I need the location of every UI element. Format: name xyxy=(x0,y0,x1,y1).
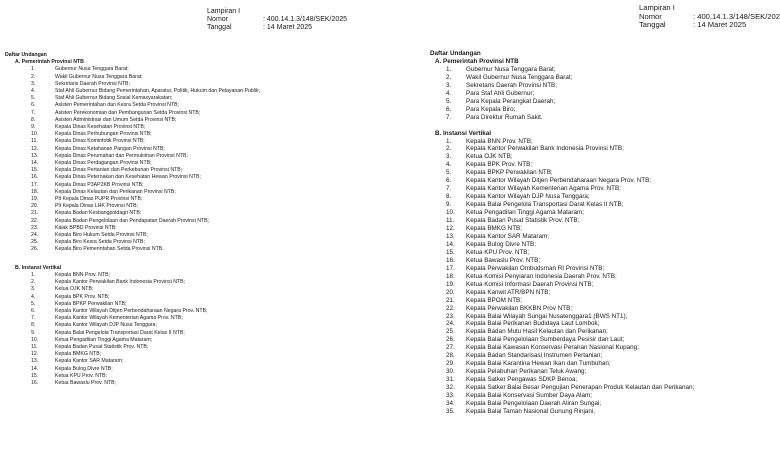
list-item xyxy=(5,286,260,293)
list-item-text: Kepala Pelabuhan Perikanan Teluk Awang; xyxy=(466,368,587,376)
list-item-number: 16. xyxy=(31,174,39,181)
list-item-text: Kepala BMKG NTB; xyxy=(466,225,522,233)
list-item xyxy=(5,81,260,88)
list-item-number: 24. xyxy=(31,232,39,239)
lampiran-header xyxy=(207,8,347,32)
list-item-text: Para Kepala Biro; xyxy=(466,105,516,113)
section-title: B. Instansi Vertikal xyxy=(15,264,62,271)
list-item-number: 7. xyxy=(31,315,36,322)
list-item-text: Kepala Kantor Wilayah Ditjen Perbendaharaan Negara Prov. NTB; xyxy=(466,177,652,185)
list-item-text: Kepala Badan Pusat Statistik Prov. NTB; xyxy=(55,343,149,350)
list-item xyxy=(430,281,694,289)
list-item-number: 9. xyxy=(31,329,36,336)
list-item-number: 14. xyxy=(31,365,39,372)
tanggal-row xyxy=(207,24,347,32)
list-item-number: 9. xyxy=(31,124,36,131)
list-item xyxy=(5,182,260,189)
list-item-text: Gubernur Nusa Tenggara Barat; xyxy=(466,65,556,73)
list-item-number: 3. xyxy=(31,80,36,87)
tanggal-label: Tanggal xyxy=(639,20,666,30)
list-item-number: 4. xyxy=(446,89,452,97)
list-item-number: 8. xyxy=(31,322,36,329)
list-item-number: 6. xyxy=(31,307,36,314)
list-item-text: Staf Ahli Gubernur Bidang Pemerintahan, Aparatur, Politik, Hukum dan Pelayanan Publik; xyxy=(55,88,261,95)
list-item-number: 13. xyxy=(446,232,455,240)
list-item-text: Kepala BNN Prov. NTB; xyxy=(55,271,110,278)
list-item xyxy=(5,218,260,225)
list-item-text: Kepala Badan Mutu Hasil Kelautan dan Perikanan; xyxy=(466,328,608,336)
list-item xyxy=(430,145,694,153)
section-title: A. Pemerintah Provinsi NTB xyxy=(15,59,84,66)
list-item xyxy=(5,66,260,73)
list-item-text: Asisten Perekonomian dan Pembangunan Setda Provinsi NTB; xyxy=(55,109,201,116)
list-item xyxy=(430,74,694,82)
list-item xyxy=(5,344,260,351)
list-item xyxy=(430,106,694,114)
list-item xyxy=(5,131,260,138)
list-item-number: 3. xyxy=(31,286,36,293)
list-item-text: Kepala Biro Pemerintahan Setda Provinsi NTB. xyxy=(55,246,164,253)
nomor-value: : 400.14.1.3/148/SEK/202 xyxy=(693,11,780,21)
list-item-number: 13. xyxy=(31,358,39,365)
list-item xyxy=(430,225,694,233)
list-item-number: 20. xyxy=(446,288,455,296)
list-item-number: 30. xyxy=(446,368,455,376)
list-item xyxy=(430,289,694,297)
list-item-text: Kepala Perwakilan Ombudsman RI Provinsi NTB; xyxy=(466,264,605,272)
list-item-number: 24. xyxy=(446,320,455,328)
list-item-text: Kepala Bulog Divre NTB; xyxy=(466,240,536,248)
list-item-text: Kepala Badan Pengelolaan dan Pendapatan Daerah Provinsi NTB; xyxy=(55,217,210,224)
list-item-number: 6. xyxy=(446,177,452,185)
list-item-number: 17. xyxy=(446,264,455,272)
list-item-text: Sekretaris Daerah Provinsi NTB; xyxy=(55,80,130,87)
list-item-text: Wakil Gubernur Nusa Tenggara Barat; xyxy=(466,73,573,81)
list-item-number: 15. xyxy=(31,167,39,174)
list-item-text: Kepala Balai Perikanan Budidaya Laut Lombok; xyxy=(466,320,600,328)
list-item-number: 19. xyxy=(446,280,455,288)
list-item-number: 20. xyxy=(31,203,39,210)
list-item xyxy=(430,320,694,328)
list-item-number: 14. xyxy=(446,240,455,248)
list-item-number: 5. xyxy=(31,95,36,102)
list-item xyxy=(5,308,260,315)
list-item-number: 2. xyxy=(31,279,36,286)
list-item-number: 14. xyxy=(31,160,39,167)
list-item-number: 7. xyxy=(446,113,452,121)
list-item-number: 8. xyxy=(446,193,452,201)
tanggal-row xyxy=(639,21,780,30)
list-item-text: Kepala Badan Standarisasi Instrumen Pertanian; xyxy=(466,352,603,360)
list-item-number: 5. xyxy=(446,169,452,177)
list-item-number: 3. xyxy=(446,81,452,89)
list-item-number: 6. xyxy=(31,102,36,109)
list-item-number: 23. xyxy=(446,312,455,320)
list-item-text: Staf Ahli Gubernur Bidang Sosial Kemasyarakatan; xyxy=(55,95,173,102)
list-item-text: Asisten Pemerintahan dan Kesra Setda Provinsi NTB; xyxy=(55,102,179,109)
list-item-text: Ketua KPU Prov. NTB; xyxy=(466,248,530,256)
list-item-number: 12. xyxy=(31,351,39,358)
list-item-number: 11. xyxy=(446,217,455,225)
list-item-text: Kepala BPK Prov. NTB; xyxy=(55,293,110,300)
document-page-right xyxy=(392,0,780,470)
list-item-text: Kepala BPKP Perwakilan NTB; xyxy=(55,300,127,307)
tanggal-value: : 14 Maret 2025 xyxy=(693,20,747,30)
sections-container xyxy=(5,59,260,387)
list-item-text: Kepala Dinas P3AP2KB Provinsi NTB; xyxy=(55,181,144,188)
list-item xyxy=(430,201,694,209)
list-item xyxy=(430,265,694,273)
list-item-text: Kepala BPKP Perwakilan NTB; xyxy=(466,169,553,177)
list-item-number: 11. xyxy=(31,343,38,350)
list-item-number: 8. xyxy=(31,116,36,123)
list-item-text: Plt Kepala Dinas LHK Provinsi NTB; xyxy=(55,203,139,210)
list-item-number: 10. xyxy=(31,131,39,138)
list-item xyxy=(5,88,260,95)
list-item xyxy=(5,95,260,102)
list-item-text: Kepala Satker Pengawas SDKP Benoa; xyxy=(466,376,578,384)
list-item-number: 15. xyxy=(446,248,455,256)
list-item-text: Kepala Dinas Perhubungan Provinsi NTB; xyxy=(55,131,152,138)
list-item-text: Kepala Balai Pengelola Transportasi Darat Kelas II NTB; xyxy=(466,201,624,209)
list-item xyxy=(5,117,260,124)
list-item-number: 6. xyxy=(446,105,452,113)
list-item-text: Kepala Balai Wilayah Sungai Nusatenggara1 (BWS NT1); xyxy=(466,312,628,320)
list-item-number: 21. xyxy=(31,210,39,217)
list-item-text: Kepala Biro Kesra Setda Provinsi NTB; xyxy=(55,239,145,246)
list-item-number: 23. xyxy=(31,224,39,231)
list-item-text: Kepala BNN Prov. NTB; xyxy=(466,137,533,145)
list-item xyxy=(430,241,694,249)
list-item-text: Gubernur Nusa Tenggara Barat; xyxy=(55,66,129,73)
invitation-list xyxy=(430,50,694,416)
section-list xyxy=(430,66,694,122)
tanggal-value: : 14 Maret 2025 xyxy=(263,24,313,31)
section-title: A. Pemerintah Provinsi NTB xyxy=(435,57,519,65)
list-item xyxy=(430,392,694,400)
list-item xyxy=(5,315,260,322)
list-item xyxy=(430,193,694,201)
list-item-number: 1. xyxy=(446,65,452,73)
list-item xyxy=(430,376,694,384)
list-item-number: 5. xyxy=(446,97,452,105)
section-title: B. Instansi Vertikal xyxy=(435,129,491,137)
list-item-text: Kepala Balai Karantina Hewan Ikan dan Tumbuhan; xyxy=(466,360,611,368)
list-item-number: 29. xyxy=(446,360,455,368)
lampiran-title: Lampiran I xyxy=(639,3,675,12)
list-item-number: 34. xyxy=(446,399,455,407)
list-item-number: 10. xyxy=(446,209,455,217)
list-item xyxy=(430,138,694,146)
list-item-text: Kepala Balai Pengelolaan Daerah Aliran Sungai; xyxy=(466,399,602,407)
section-list xyxy=(5,66,260,253)
list-item xyxy=(5,380,260,387)
list-item xyxy=(5,174,260,181)
list-item-text: Kepala Badan Kesbangpoldagri NTB; xyxy=(55,210,142,217)
list-item xyxy=(430,408,694,416)
list-item xyxy=(5,189,260,196)
list-item-text: Kepala Kantor Wilayah Kementerian Agama Prov. NTB; xyxy=(466,185,621,193)
list-item-number: 12. xyxy=(446,225,455,233)
list-item xyxy=(430,297,694,305)
list-item-number: 9. xyxy=(446,201,452,209)
list-item xyxy=(430,400,694,408)
list-item-number: 16. xyxy=(446,256,455,264)
list-item-text: Kepala Balai Konservasi Sumber Daya Alam; xyxy=(466,392,593,400)
list-item-number: 1. xyxy=(31,271,36,278)
nomor-row xyxy=(207,16,347,24)
list-item xyxy=(430,82,694,90)
list-item-number: 26. xyxy=(31,246,39,253)
list-item xyxy=(430,98,694,106)
list-item-number: 26. xyxy=(446,336,455,344)
list-item-number: 31. xyxy=(446,376,455,384)
list-item-text: Kepala Kanwil ATR/BPN NTB; xyxy=(466,288,551,296)
list-item-number: 16. xyxy=(31,379,39,386)
list-item xyxy=(5,225,260,232)
list-item xyxy=(5,322,260,329)
list-item xyxy=(5,366,260,373)
list-item-number: 1. xyxy=(446,137,452,145)
list-item xyxy=(5,160,260,167)
list-item xyxy=(5,330,260,337)
list-item xyxy=(430,257,694,265)
list-item xyxy=(430,344,694,352)
list-item xyxy=(430,313,694,321)
list-item-number: 2. xyxy=(31,73,36,80)
lampiran-title: Lampiran I xyxy=(207,8,241,15)
list-item-text: Plt Kepala Dinas PUPR Provinsi NTB; xyxy=(55,196,143,203)
list-item-text: Asisten Administrasi dan Umum Setda Provinsi NTB; xyxy=(55,116,177,123)
list-item-text: Ketua Komisi Informasi Daerah Provinsi NTB; xyxy=(466,280,594,288)
list-item-text: Ketua Pengadilan Tinggi Agama Mataram; xyxy=(466,209,584,217)
list-item-text: Kepala Kantor Perwakilan Bank Indonesia Provinsi NTB; xyxy=(55,279,186,286)
sections-container xyxy=(430,58,694,416)
list-item xyxy=(5,337,260,344)
list-item-text: Kepala Dinas Peternakan dan Kesehatan Hewan Provinsi NTB; xyxy=(55,174,201,181)
list-item xyxy=(5,74,260,81)
list-item-text: Kepala Satker Balai Besar Pengujian Penerapan Produk Kelautan dan Perikanan; xyxy=(466,384,695,392)
list-item-text: Kepala Dinas Kominfotik Provinsi NTB; xyxy=(55,138,145,145)
list-item-text: Ketua Bawaslu Prov. NTB; xyxy=(466,256,541,264)
list-item-text: Kepala BPOM NTB; xyxy=(466,296,522,304)
list-item-text: Kalak BPBD Provinsi NTB; xyxy=(55,224,117,231)
list-item-text: Kepala Biro Hukum Setda Provinsi NTB; xyxy=(55,232,148,239)
list-item-number: 4. xyxy=(31,293,36,300)
nomor-label: Nomor xyxy=(639,11,662,21)
list-item xyxy=(5,279,260,286)
list-item xyxy=(5,124,260,131)
list-item xyxy=(430,233,694,241)
list-item-text: Ketua Komisi Penyiaran Indonesia Daerah Prov. NTB; xyxy=(466,272,617,280)
list-item-number: 22. xyxy=(31,217,39,224)
list-item xyxy=(430,352,694,360)
list-item-text: Kepala Dinas Perdagangan Provinsi NTB; xyxy=(55,160,152,167)
list-item xyxy=(430,169,694,177)
list-item xyxy=(5,102,260,109)
list-item-number: 27. xyxy=(446,344,455,352)
list-item-text: Kepala Dinas Kelautan dan Perikanan Provinsi NTB; xyxy=(55,188,176,195)
list-item-number: 22. xyxy=(446,304,455,312)
list-item xyxy=(430,384,694,392)
list-item-number: 25. xyxy=(31,239,39,246)
list-item xyxy=(5,210,260,217)
list-item xyxy=(430,209,694,217)
list-item-text: Kepala Balai Pengelola Transportasi Darat Kelas II NTB; xyxy=(55,329,185,336)
list-heading: Daftar Undangan xyxy=(430,50,481,57)
list-item-number: 28. xyxy=(446,352,455,360)
tanggal-label: Tanggal xyxy=(207,24,232,31)
list-item xyxy=(5,246,260,253)
list-item-text: Kepala Kantor Wilayah DJP Nusa Tenggara; xyxy=(55,322,157,329)
list-item-number: 10. xyxy=(31,336,39,343)
list-item xyxy=(430,114,694,122)
list-item-text: Ketua OJK NTB; xyxy=(55,286,94,293)
list-item-text: Para Direktur Rumah Sakit. xyxy=(466,113,543,121)
list-item-text: Ketua KPU Prov. NTB; xyxy=(55,372,108,379)
list-item-text: Kepala Kantor Wilayah Ditjen Perbendaharaan Negara Prov. NTB; xyxy=(55,307,208,314)
list-item-number: 1. xyxy=(31,66,36,73)
list-item xyxy=(430,161,694,169)
list-item xyxy=(5,294,260,301)
list-item-text: Ketua Bawaslu Prov. NTB; xyxy=(55,379,117,386)
list-item-text: Kepala Perwakilan BKKBN Prov NTB; xyxy=(466,304,573,312)
section-list xyxy=(430,138,694,416)
list-item xyxy=(430,66,694,74)
list-item xyxy=(5,272,260,279)
list-item-text: Kepala BPK Prov. NTB; xyxy=(466,161,533,169)
list-item xyxy=(5,167,260,174)
list-item xyxy=(5,351,260,358)
list-item-text: Para Kepala Perangkat Daerah; xyxy=(466,97,556,105)
list-item-number: 3. xyxy=(446,153,452,161)
list-item xyxy=(430,336,694,344)
list-item xyxy=(430,217,694,225)
list-item xyxy=(5,239,260,246)
list-item-number: 5. xyxy=(31,300,36,307)
list-item-text: Kepala Kantor Wilayah Kementerian Agama Prov. NTB; xyxy=(55,315,183,322)
list-item-number: 2. xyxy=(446,145,452,153)
list-item-number: 19. xyxy=(31,196,39,203)
list-item xyxy=(430,305,694,313)
list-item-text: Kepala Kantor SAR Mataram; xyxy=(466,232,549,240)
list-item-number: 32. xyxy=(446,384,455,392)
list-item-number: 2. xyxy=(446,73,452,81)
section-list xyxy=(5,272,260,387)
list-item-number: 11. xyxy=(31,138,38,145)
list-item xyxy=(5,138,260,145)
list-item-text: Wakil Gubernur Nusa Tenggara Barat; xyxy=(55,73,143,80)
invitation-list xyxy=(5,52,260,387)
list-item xyxy=(430,368,694,376)
list-item xyxy=(5,373,260,380)
list-item-number: 4. xyxy=(31,88,36,95)
list-item-number: 15. xyxy=(31,372,39,379)
list-item xyxy=(430,153,694,161)
list-item-number: 33. xyxy=(446,392,455,400)
list-item-text: Kepala BMKG NTB; xyxy=(55,351,102,358)
list-item xyxy=(5,232,260,239)
list-item-text: Kepala Balai Kawasan Konservasi Perairan Nasional Kupang; xyxy=(466,344,639,352)
list-item-number: 12. xyxy=(31,145,39,152)
list-item-text: Sekretaris Daerah Provinsi NTB; xyxy=(466,81,557,89)
section-spacer xyxy=(5,254,260,265)
list-item xyxy=(430,177,694,185)
list-item xyxy=(430,273,694,281)
list-item-text: Kepala Dinas Kesehatan Provinsi NTB; xyxy=(55,124,146,131)
list-item-number: 7. xyxy=(31,109,36,116)
list-item-text: Kepala Bulog Divre NTB; xyxy=(55,365,113,372)
list-item-text: Para Staf Ahli Gubernur; xyxy=(466,89,535,97)
list-item xyxy=(5,301,260,308)
list-item xyxy=(5,196,260,203)
list-heading: Daftar Undangan xyxy=(5,52,47,58)
list-item-number: 18. xyxy=(446,272,455,280)
list-item-number: 17. xyxy=(31,181,39,188)
list-item-number: 4. xyxy=(446,161,452,169)
list-item xyxy=(5,146,260,153)
list-item-text: Kepala Dinas Ketahanan Pangan Provinsi NTB; xyxy=(55,145,165,152)
section-spacer xyxy=(430,122,694,130)
list-item xyxy=(5,358,260,365)
list-item-text: Kepala Kantor Perwakilan Bank Indonesia Provinsi NTB; xyxy=(466,145,624,153)
list-item-text: Kepala Badan Pusat Statistik Prov. NTB; xyxy=(466,217,580,225)
list-item-number: 21. xyxy=(446,296,455,304)
list-item-number: 13. xyxy=(31,152,39,159)
nomor-label: Nomor xyxy=(207,16,229,23)
list-item-text: Kepala Dinas Perumahan dan Permukiman Provinsi NTB; xyxy=(55,152,188,159)
list-item xyxy=(430,360,694,368)
list-item xyxy=(5,110,260,117)
list-item xyxy=(430,90,694,98)
list-item-number: 25. xyxy=(446,328,455,336)
list-item xyxy=(5,203,260,210)
nomor-value: : 400.14.1.3/148/SEK/2025 xyxy=(263,16,348,23)
list-item xyxy=(430,249,694,257)
list-item-text: Kepala Dinas Pertanian dan Perkebunan Provinsi NTB; xyxy=(55,167,183,174)
list-item-text: Kepala Kantor SAR Mataram; xyxy=(55,358,124,365)
list-item-text: Kepala Balai Taman Nasional Gunung Rinjani; xyxy=(466,407,596,415)
list-item xyxy=(430,185,694,193)
list-item-text: Kepala Balai Pengelolaan Sumberdaya Pesisir dan Laut; xyxy=(466,336,625,344)
lampiran-header xyxy=(639,4,780,30)
list-item-text: Ketua Pengadilan Tinggi Agama Mataram; xyxy=(55,336,153,343)
list-item-number: 7. xyxy=(446,185,452,193)
list-item xyxy=(430,328,694,336)
list-item-number: 18. xyxy=(31,188,39,195)
list-item-text: Ketua OJK NTB; xyxy=(466,153,513,161)
list-item-text: Kepala Kantor Wilayah DJP Nusa Tenggara; xyxy=(466,193,590,201)
list-item xyxy=(5,153,260,160)
list-item-number: 35. xyxy=(446,407,455,415)
